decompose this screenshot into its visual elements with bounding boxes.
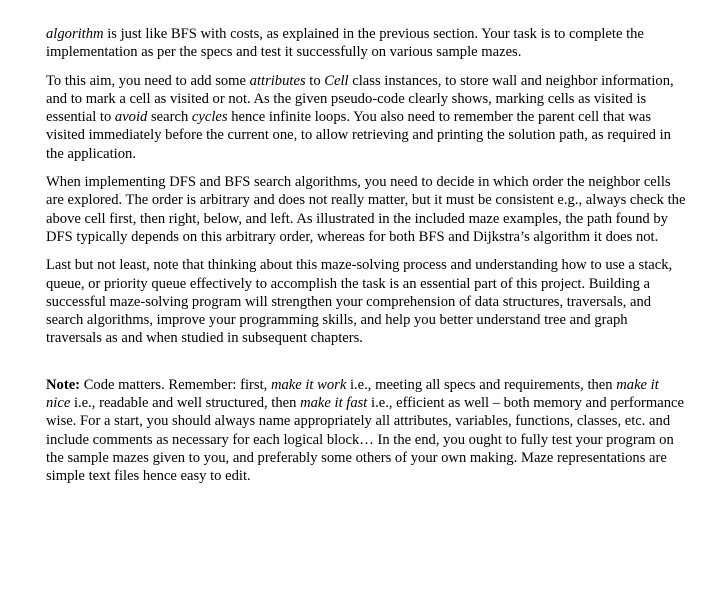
emphasis-text: avoid (114, 109, 148, 126)
emphasis-text: make it fast (300, 395, 368, 412)
emphasis-text: attributes (249, 72, 306, 89)
note-label: Note: (46, 376, 81, 393)
emphasis-text: make it work (270, 376, 347, 393)
paragraph-last-but-not-least (46, 256, 686, 347)
text-segment: To this aim, you need to add some (46, 72, 250, 89)
text-segment: i.e., efficient as well – both memory and performance wise. For a start, you should always name appropriately all attributes, variables, functions, classes, etc. and include comments as necessary for each logical block… In the end, you ought to fully test your program on the sample mazes given to you, and preferably some others of your own making. Maze representations are simple text files hence easy to edit. (46, 395, 684, 485)
text-segment: i.e., meeting all specs and requirements, then (346, 376, 617, 393)
text-segment: to (305, 72, 325, 89)
text-segment: When implementing DFS and BFS search algorithms, you need to decide in which order the neighbor cells are explored. The order is arbitrary and does not really matter, but it must be consistent e.g., always check the above cell first, then right, below, and left. As illustrated in the included maze examples, the path found by DFS typically depends on this arbitrary order, whereas for both BFS and Dijkstra’s algorithm it does not. (46, 174, 686, 245)
document-page (46, 25, 686, 496)
emphasis-text: Cell (324, 72, 349, 89)
text-segment: hence infinite loops. You also need to remember the parent cell that was visited immediately before the current one, to allow retrieving and printing the solution path, as required in the application. (46, 109, 671, 162)
text-segment: Last but not least, note that thinking about this maze-solving process and understanding how to use a stack, queue, or priority queue effectively to accomplish the task is an essential part of this project. Building a successful maze-solving program will strengthen your comprehension of data structures, traversals, and search algorithms, improve your programming skills, and help you better understand tree and graph traversals as and when studied in subsequent chapters. (46, 257, 673, 347)
emphasis-text: cycles (191, 109, 228, 126)
emphasis-text: algorithm (46, 26, 104, 42)
text-segment: class instances, to store wall and neighbor information, and to mark a cell as visited or not. As the given pseudo-code clearly shows, marking cells as visited is essential to (46, 72, 674, 126)
text-segment: is just like BFS with costs, as explained in the previous section. Your task is to complete the implementation as per the specs and test it successfully on various sample mazes. (46, 26, 644, 61)
paragraph-cell-attributes (46, 72, 686, 163)
text-segment: i.e., readable and well structured, then (70, 395, 301, 412)
text-segment: Code matters. Remember: first, (80, 376, 271, 393)
paragraph-note (46, 376, 686, 486)
paragraph-search-order (46, 173, 686, 246)
paragraph-intro (46, 25, 686, 62)
emphasis-text: make it nice (46, 376, 659, 412)
text-segment: search (147, 109, 192, 126)
